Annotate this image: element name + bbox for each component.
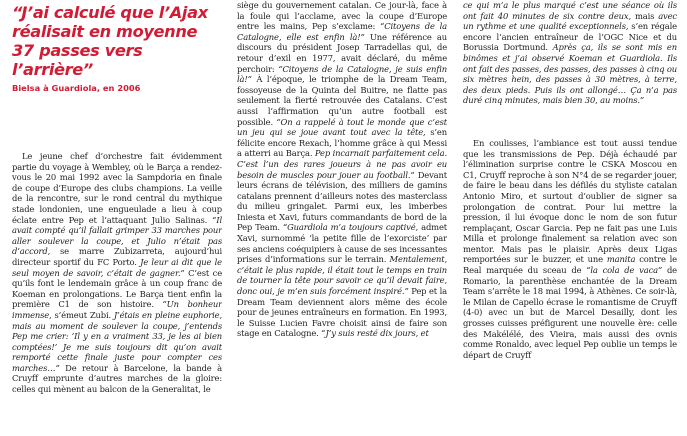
text-run: Pep et la Dream Team deviennent alors même des école pour de jeunes entraîneurs en formation. En 1993, le Suisse Lucien Favre choisit ainsi de faire son stage en Catalogne.	[237, 286, 447, 339]
text-run: Le jeune chef d’orchestre fait évidemment partie du voyage à Wembley, où le Barça a rendez-vous le 20 mai 1992 avec la Sampdoria en finale de coupe d’Europe des clubs champions. La veille de la rencontre, sur le rond central du mythique stade londonien, une engueulade a lieu à coup éclate entre Pep et l’attaquant Julio Salinas.	[12, 151, 222, 225]
quote-run: “J’y suis resté dix jours, et	[321, 328, 429, 339]
quote-run: J’étais en pleine euphorie, mais au moment de soulever la coupe, j’entends Pep me crier: ‘Il y en a vraiment 33, je les ai bien comptées!’ Je me suis toujours dit qu’on avait remporté cette finale juste pour compter ces marches…”	[12, 309, 222, 373]
quote-run: “Citoyens de la Catalogne, je suis enfin là!”	[237, 63, 447, 85]
quote-run: Pep incarnait parfaitement cela. C’est l’un des rares joueurs à ne pas avoir eu besoin de muscles pour jouer au football.”	[237, 148, 447, 180]
text-run: admet Xavi, surnommé ‘la petite fille de l’exorciste’ par ses anciens coéquipiers à cause de ses incessantes prises d’informations sur le terrain.	[237, 222, 447, 265]
text-run: Devant leurs écrans de télévision, des milliers de gamins catalans prennent d’ailleurs notes des masterclass du milieu gringalet. Parmi eux, les imberbes Iniesta et Xavi, futurs commandants de bord de la Pep Team.	[237, 169, 447, 233]
text-run: De retour à Barcelone, la bande à Cruyff emprunte d’autres marches de la gloire: celles qui mènent au balcon de la Generalitat, le	[12, 362, 222, 395]
quote-run: “Il avait compté qu’il fallait grimper 33 marches pour aller soulever la coupe, et Julio n’était pas d’accord,	[12, 214, 222, 257]
text-run: s’émeut Zubi.	[51, 309, 114, 320]
paragraph-col3-first	[463, 0, 677, 106]
text-run: de Romario, la parenthèse enchantée de la Dream Team s’arrête le 18 mai 1994, à Athènes. Ce soir-là, le Milan de Capello écrase le romantisme de Cruyff (4-0) avec un but de Marcel Desailly, dont les grosses cuisses préfigurent une nouvelle ère: celle des Makélélé, des Vieira, mais aussi des ovnis comme Ronaldo, avec lequel Pep oublie un temps le départ de Cruyff	[463, 265, 677, 360]
paragraph-col3-second	[463, 138, 677, 360]
quote-run: “Citoyens de la Catalogne, elle est enfin là!”	[237, 21, 447, 42]
headline-quote: “J’ai calculé que l’Ajax réalisait en moyenne 37 passes vers l’arrière”	[12, 3, 208, 79]
quote-run: Je leur ai dit que le seul moyen de savoir, c’était de gagner.”	[12, 256, 222, 278]
column-2	[237, 0, 447, 436]
quote-run: manita	[606, 254, 636, 265]
text-run: se marre Zubizarreta, aujourd’hui directeur sportif du FC Porto.	[12, 246, 222, 267]
text-run: contre le Real marquée du sceau de	[463, 254, 677, 276]
paragraph-col2	[237, 0, 447, 339]
text-run: s’en félicite encore Rexach, l’homme grâce à qui Messi a atterri au Barça.	[237, 127, 447, 159]
quote-run: ce qui m’a le plus marqué c’est une séance où ils ont fait 40 minutes de six contre deux,	[463, 0, 677, 21]
text-run: s’en régale encore l’ancien entraîneur de l’OGC Nice et du Borussia Dortmund.	[463, 21, 677, 53]
quote-run: “Un bonheur immense,	[12, 299, 222, 320]
quote-run: “Guardiola m’a toujours captivé,	[282, 222, 419, 233]
quote-run: avec un rythme et une qualité exceptionnels,	[463, 10, 677, 32]
text-run: À l’époque, le triomphe de la Dream Team, fossoyeuse de la Quinta del Buitre, ne flatte pas seulement la fierté retrouvée des Catalans. C’est aussi l’affirmation qu’un autre football est possible.	[237, 74, 447, 127]
text-run: mais	[631, 10, 659, 21]
paragraph-col1	[12, 151, 222, 395]
quote-run: “On a rappelé à tout le monde que c’est un jeu qui se joue avant tout avec la tête,	[237, 116, 447, 138]
quote-attribution: Bielsa à Guardiola, en 2006	[12, 83, 141, 93]
quote-run: Après ça, ils se sont mis en binômes et j’ai observé Koeman et Guardiola. Ils ont fait des passes, des passes, des passes à cinq ou six mètres hein, des passes à 30 mètres, à terre, des deux pieds. Puis ils ont allongé… Ça n’a pas duré cinq minutes, mais bien 30, au moins.”	[463, 42, 677, 106]
text-run: En coulisses, l’ambiance est tout aussi tendue que les transmissions de Pep. Déjà échaudé par l’élimination surprise contre le CSKA Moscou en C1, Cruyff reproche à son N°4 de se regarder jouer, de faire le beau dans les défilés du styliste catalan Antonio Miro, et surtout d’oublier de signer sa prolongation de contrat. Pour lui mettre la pression, il lui évoque donc le nom de son futur remplaçant, Oscar Garcia. Pep ne fait pas une Luis Milla et prolonge finalement sa relation avec son mentor. Mais pas le plaisir. Après deux Ligas remportées sur le buzzer, et une	[463, 137, 677, 265]
column-1	[12, 0, 222, 436]
text-run: siège du gouvernement catalan. Ce jour-là, face à la foule qui l’acclame, avec la coupe d’Europe entre les mains, Pep s’exclame:	[237, 0, 447, 32]
quote-run: “la cola de vaca”	[586, 265, 663, 276]
column-3	[463, 0, 677, 436]
quote-run: Mentalement, c’était le plus rapide, il était tout le temps en train de tourner la tête pour savoir ce qu’il devait faire, donc oui, je m’en suis forcément inspiré.”	[237, 254, 447, 297]
text-run: C’est ce qu’ils font le lendemain grâce à un coup franc de Koeman en prolongations. Le Barça tient enfin la première C1 de son histoire.	[12, 267, 222, 310]
text-run: Une référence au discours du président Josep Tarradellas qui, de retour d’exil en 1977, avait déclaré, du même perchoir:	[237, 31, 447, 74]
